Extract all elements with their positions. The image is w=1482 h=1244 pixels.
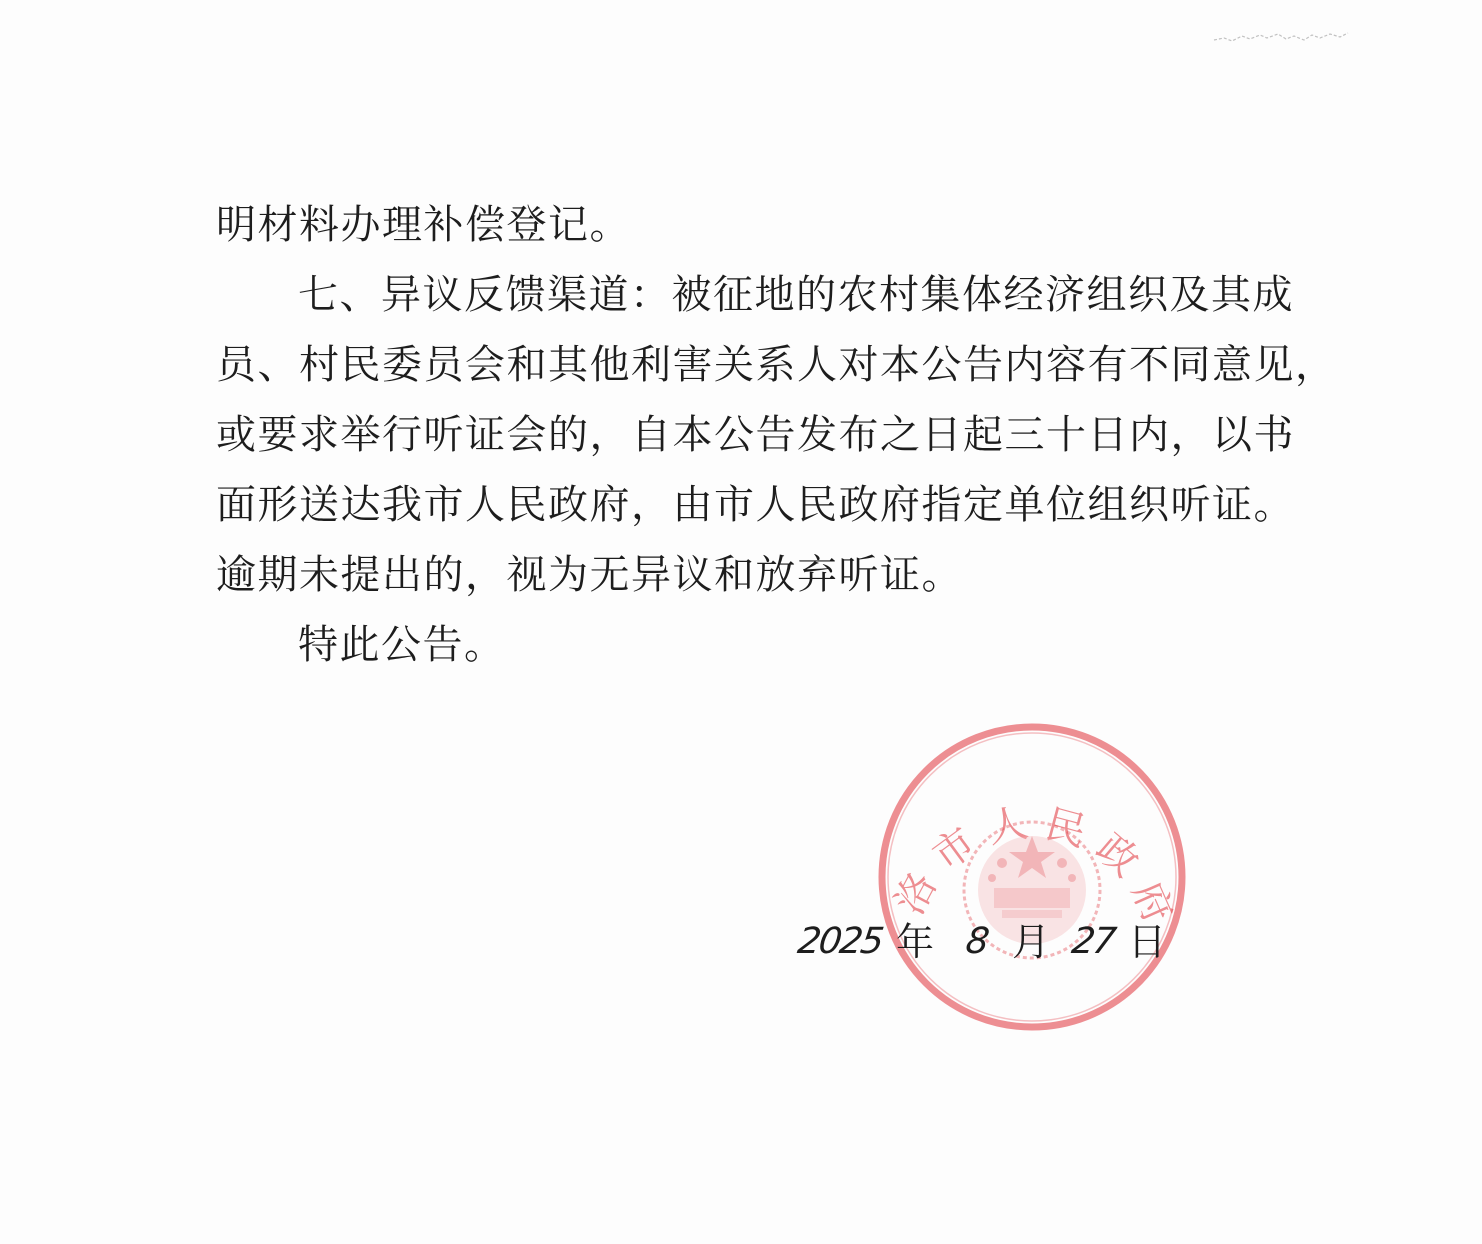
closing-statement: 特此公告。 — [298, 622, 506, 668]
body-line: 或要求举行听证会的，自本公告发布之日起三十日内，以书 — [216, 412, 1295, 458]
body-line: 明材料办理补偿登记。 — [216, 202, 631, 248]
notice-body — [216, 190, 1337, 610]
date-month-unit: 月 — [1012, 920, 1051, 964]
body-line: 七、异议反馈渠道：被征地的农村集体经济组织及其成 — [298, 272, 1294, 318]
date-day-unit: 日 — [1128, 920, 1167, 964]
date-year-unit: 年 — [896, 920, 935, 964]
issue-date — [795, 912, 1178, 972]
official-seal-graphic — [872, 718, 1192, 1036]
body-line: 员、村民委员会和其他利害关系人对本公告内容有不同意见， — [216, 342, 1337, 388]
seal-text: 洛 市 人 民 政 府 — [886, 800, 1182, 930]
official-seal — [872, 718, 1192, 1036]
date-month: 8 — [963, 921, 990, 962]
body-line: 逾期未提出的，视为无异议和放弃听证。 — [216, 552, 963, 598]
date-year: 2025 — [795, 921, 885, 962]
body-line: 面形送达我市人民政府，由市人民政府指定单位组织听证。 — [216, 482, 1295, 528]
date-day: 27 — [1069, 921, 1117, 962]
scan-noise-marks — [1212, 30, 1352, 46]
